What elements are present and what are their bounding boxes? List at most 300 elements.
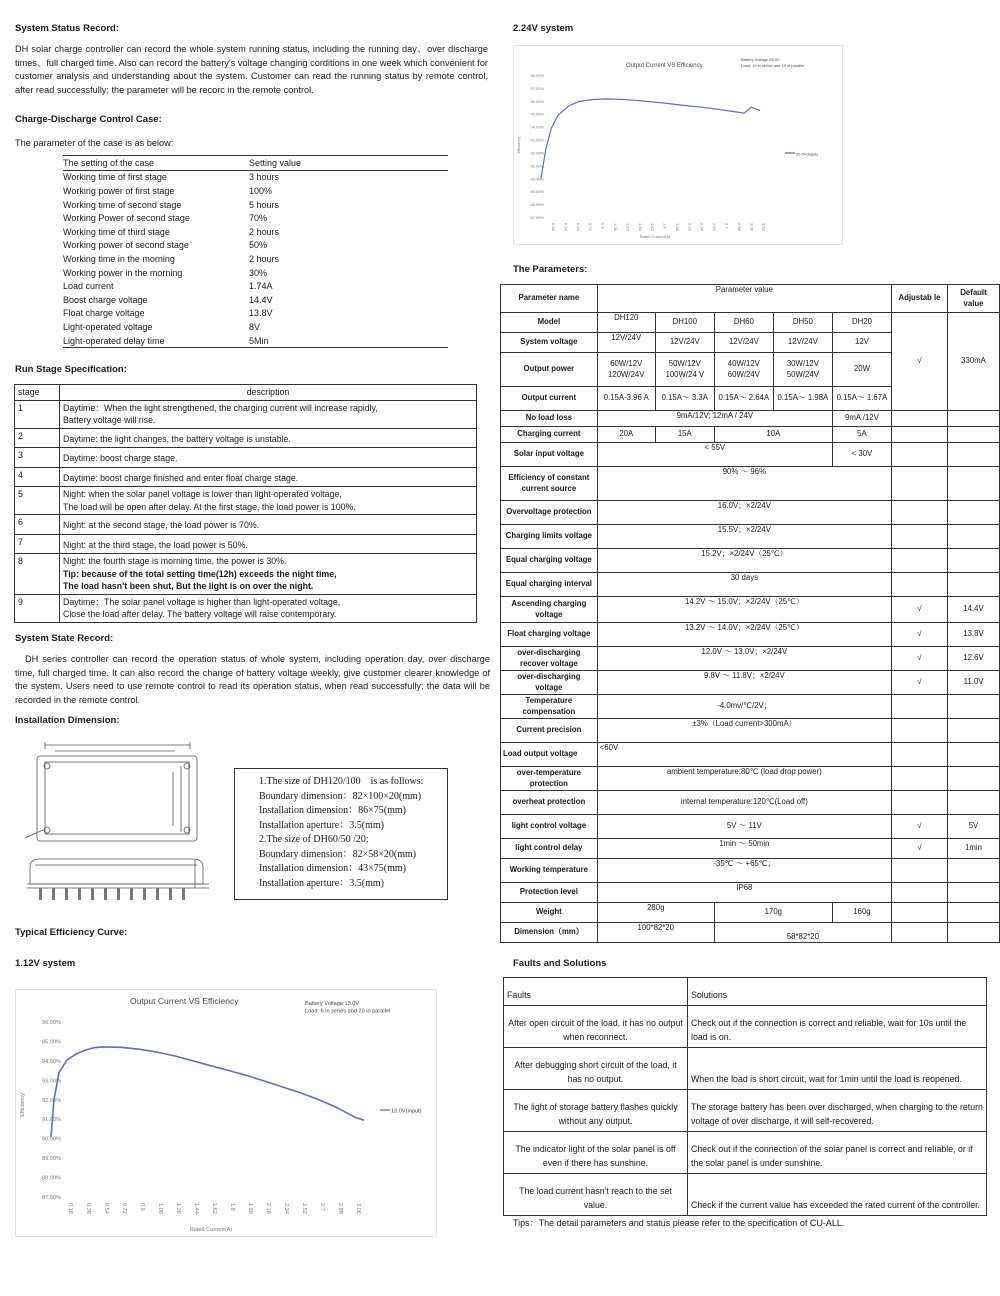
adjustable-check: √ (891, 839, 947, 859)
case-row (63, 279, 448, 293)
status-record-text: DH solar charge controller can record the whole system running status, including the running day、over discharge times、full charged time. Also can record the battery's voltage changing corditions in one week which convenient for customer analysis and understanding about the system. Customer can read the running status by remote control, after read successfully; the parameter will be recorc in the remote control. (15, 44, 488, 95)
empty-cell (947, 467, 999, 501)
empty-cell (947, 767, 999, 791)
params-table (500, 284, 1000, 943)
x-tick-label: 0.18 (551, 223, 556, 231)
param-cell: 9.8V ～ 11.8V；×2/24V (597, 671, 891, 695)
x-tick-label: 0.36 (85, 1203, 91, 1214)
stage-row (15, 594, 477, 622)
stage-line: Daytime：When the light strengthened, the charging current will increase rapidly, (63, 402, 378, 413)
case-row (63, 239, 448, 253)
x-tick-label: 0.9 (600, 223, 606, 229)
install-line: Boundary dimension：82×100×20(mm) (259, 790, 422, 802)
fault-row (504, 1174, 987, 1216)
empty-cell (891, 923, 947, 943)
install-line: 1.The size of DH120/100 is as follows: (259, 776, 424, 787)
empty-cell (891, 859, 947, 883)
param-label: overheat protection (501, 791, 598, 815)
stage-description (60, 428, 477, 448)
param-cell: 9mA/12V; 12mA / 24V (597, 411, 832, 427)
stage-row (15, 448, 477, 468)
solution-text: Check out if the connection of the solar panel is correct and reliable, or if the solar panel is under sunshine. (688, 1132, 987, 1174)
param-cell: 16.0V；×2/24V (597, 501, 891, 525)
sys12-label: 1.12V system (15, 958, 76, 969)
empty-cell (891, 549, 947, 573)
y-tick-label: 96.00% (42, 1020, 61, 1026)
param-label: Protection level (501, 883, 598, 903)
param-cell: 5A (832, 427, 891, 443)
legend-label: 13.0V(input) (391, 1108, 422, 1115)
adjustable-check: √ (891, 623, 947, 647)
x-tick-label: 1.98 (247, 1203, 253, 1214)
case-cell: Light-operated voltage (63, 321, 153, 332)
empty-cell (891, 767, 947, 791)
x-tick-label: 3.06 (355, 1203, 361, 1214)
install-line: Installation dimension：43×75(mm) (259, 863, 407, 874)
empty-cell (947, 443, 999, 467)
param-cell: 0.15A～ 2.64A (714, 387, 773, 411)
stage-table-wrap (14, 384, 477, 623)
fault-text: The light of storage battery flashes quickly without any output. (504, 1090, 688, 1132)
stage-row (15, 467, 477, 487)
param-cell: 0.15A～ 1.67A (832, 387, 891, 411)
param-cell: 0.15A-3.96 A (597, 387, 655, 411)
x-tick-label: 2.16 (265, 1203, 271, 1214)
case-cell: Setting value (249, 157, 302, 168)
y-tick-label: 91.00% (530, 163, 544, 169)
y-tick-label: 93.00% (42, 1078, 61, 1085)
install-line: Installation aperture：3.5(mm) (259, 819, 384, 831)
param-cell: 60W/12V 120W/24V (597, 353, 655, 387)
install-heading: Installation Dimension: (15, 715, 120, 726)
solution-text: The storage battery has been over discharged, when charging to the return voltage of over discharge, it will self-recovered. (688, 1090, 987, 1132)
solution-text: Check if the current value has exceeded the rated current of the controller. (688, 1174, 987, 1216)
param-cell: 30W/12V 50W/24V (773, 353, 832, 387)
empty-cell (947, 501, 999, 525)
empty-cell (891, 467, 947, 501)
param-label: Solar input voltage (501, 443, 598, 467)
adjustable-check: √ (891, 647, 947, 671)
default-value: 14.4V (947, 597, 999, 623)
case-cell: Working time of third stage (63, 226, 170, 237)
default-value: 12.6V (947, 647, 999, 671)
solution-text: Check out if the connection is correct and reliable, wait for 10s until the load is on. (688, 1006, 987, 1048)
param-cell: 14.2V ～ 15.0V；×2/24V（25℃） (597, 597, 891, 623)
empty-cell (891, 573, 947, 597)
chart-title: Output Current VS Efficiency (626, 63, 703, 69)
x-tick-label: 2.52 (301, 1203, 307, 1214)
stage-line: Daytime：The solar panel voltage is higher than light-operated voltage, (63, 596, 341, 607)
x-tick-label: 2.7 (319, 1203, 325, 1211)
case-table-wrap (63, 155, 448, 348)
params-heading: The Parameters: (513, 264, 588, 275)
faults-tip: Tips：The detail parameters and status please refer to the specification of CU-ALL. (513, 1218, 845, 1228)
param-cell: 5V ～ 11V (597, 815, 891, 839)
param-cell: 20A (597, 427, 655, 443)
param-label: over-discharging voltage (501, 671, 598, 695)
empty-cell (947, 549, 999, 573)
param-cell: 15.5V；×2/24V (597, 525, 891, 549)
param-cell: -35℃ ～ +65℃； (597, 859, 891, 883)
param-cell: 0.15A～ 3.3A (655, 387, 714, 411)
fault-text: The load current hasn't reach to the set value. (504, 1174, 688, 1216)
y-tick-label: 90.00% (530, 176, 544, 182)
x-tick-label: 1.44 (193, 1203, 199, 1214)
case-cell: 3 hours (249, 172, 280, 183)
case-cell: Light-operated delay time (63, 335, 165, 346)
legend-label: 26.0V(input) (796, 151, 818, 157)
param-label: Dimension（mm） (501, 923, 598, 943)
x-axis-label: Rated Current(A) (639, 234, 671, 239)
y-tick-label: 88.00% (42, 1175, 61, 1182)
x-tick-label: 0.18 (67, 1203, 73, 1214)
x-tick-label: 1.62 (211, 1203, 217, 1214)
param-label: Charging limits voltage (501, 525, 598, 549)
case-cell: 30% (249, 267, 268, 278)
x-tick-label: 0.36 (563, 223, 569, 231)
case-cell: 100% (249, 185, 273, 196)
param-label: Output current (501, 387, 598, 411)
stage-description (60, 400, 477, 428)
case-row (63, 334, 448, 348)
x-tick-label: 2.52 (712, 223, 718, 231)
case-row (63, 225, 448, 239)
y-tick-label: 92.00% (42, 1097, 61, 1104)
stage-line: Daytime: boost charge finished and enter float charge stage. (63, 472, 299, 483)
x-tick-label: 1.8 (229, 1203, 235, 1211)
case-row (63, 156, 448, 170)
y-tick-label: 87.00% (530, 215, 544, 220)
faults-col-header: Faults (504, 978, 688, 1006)
param-cell: 20W (832, 353, 891, 387)
stage-table (14, 384, 477, 623)
description-col-header: description (60, 385, 477, 401)
efficiency-chart-24v (513, 45, 843, 245)
x-tick-label: 1.8 (662, 223, 668, 229)
param-label: Overvoltage protection (501, 501, 598, 525)
param-cell: 280g (597, 903, 714, 923)
x-tick-label: 2.34 (283, 1203, 289, 1214)
stage-row (15, 400, 477, 428)
case-cell: Working power in the morning (63, 267, 183, 278)
empty-cell (891, 743, 947, 767)
param-cell: 1min ～ 50min (597, 839, 891, 859)
param-label: light control voltage (501, 815, 598, 839)
y-axis-label: Efficiency (516, 136, 521, 154)
x-tick-label: 1.26 (625, 223, 631, 231)
stage-line: Close the load after delay. The battery voltage will raise contemporary. (63, 609, 337, 619)
chart-frame (16, 990, 437, 1237)
case-table (63, 156, 448, 347)
stage-line: The load hasn't been shut, But the light is on over the night. (63, 581, 314, 591)
param-cell: internal temperature:120℃(Load off) (597, 791, 891, 815)
param-label: Model (501, 313, 598, 333)
param-label: No load loss (501, 411, 598, 427)
x-tick-label: 1.44 (637, 223, 643, 231)
adjustable-check: √ (891, 671, 947, 695)
y-tick-label: 87.00% (42, 1195, 61, 1201)
empty-cell (891, 719, 947, 743)
param-cell: 12V/24V (597, 333, 655, 353)
empty-cell (947, 791, 999, 815)
chart-subtitle: Load: 10 in series and 10 in parallel (741, 63, 805, 68)
param-label: System voltage (501, 333, 598, 353)
chart-title: Output Current VS Efficiency (130, 996, 239, 1006)
stage-number: 7 (15, 534, 60, 554)
solution-text: When the load is short circuit, wait for 1min until the load is reopened. (688, 1048, 987, 1090)
stage-number: 2 (15, 428, 60, 448)
y-tick-label: 94.00% (530, 124, 544, 130)
param-label: Charging current (501, 427, 598, 443)
empty-cell (947, 695, 999, 719)
case-cell: 2 hours (249, 226, 280, 237)
case-cell: 14.4V (249, 294, 273, 305)
param-label: Temperature compensation (501, 695, 598, 719)
case-cell: 8V (249, 321, 261, 332)
param-cell: 50W/12V 100W/24 V (655, 353, 714, 387)
param-cell: DH50 (773, 313, 832, 333)
efficiency-chart-12v (15, 989, 437, 1237)
x-tick-label: 1.08 (612, 223, 618, 231)
stage-line: Battery voltage will rise. (63, 415, 156, 425)
case-cell: 13.8V (249, 308, 273, 319)
stage-line: Daytime: boost charge stage. (63, 453, 178, 463)
param-cell: 170g (714, 903, 832, 923)
stage-row (15, 515, 477, 535)
case-cell: Float charge voltage (63, 308, 145, 319)
x-axis-label: Rated Current(A) (189, 1227, 233, 1233)
install-line: 2.The size of DH60/50 /20: (259, 834, 369, 845)
case-cell: 5 hours (249, 199, 280, 210)
stage-number: 3 (15, 448, 60, 468)
empty-cell (947, 427, 999, 443)
case-row (63, 293, 448, 307)
case-row (63, 198, 448, 212)
x-tick-label: 1.62 (650, 223, 656, 231)
y-tick-label: 88.00% (530, 202, 544, 208)
param-name-header: Parameter name (501, 285, 598, 313)
x-tick-label: 2.7 (724, 223, 730, 229)
faults-table-wrap (503, 977, 987, 1216)
adjustable-check: √ (891, 313, 947, 411)
y-tick-label: 89.00% (530, 189, 544, 195)
stage-row (15, 534, 477, 554)
empty-cell (947, 923, 999, 943)
fault-text: After debugging short circuit of the load, it has no output. (504, 1048, 688, 1090)
empty-cell (891, 883, 947, 903)
adjustable-header: Adjustab le (891, 285, 947, 313)
y-axis-label: Efficiency (20, 1093, 26, 1117)
x-tick-label: 3.06 (749, 223, 755, 231)
param-label: Float charging voltage (501, 623, 598, 647)
case-cell: 1.74A (249, 281, 273, 292)
stage-line: Night: when the solar panel voltage is lower than light-operated voltage, (63, 489, 342, 499)
case-cell: Working time of first stage (63, 172, 167, 183)
param-label: Load output voltage (501, 743, 598, 767)
y-tick-label: 93.00% (530, 137, 544, 143)
case-cell: 70% (249, 213, 268, 224)
case-cell: Working time of second stage (63, 199, 182, 210)
stage-number: 1 (15, 400, 60, 428)
status-record-heading: System Status Record: (15, 23, 120, 34)
default-value: 5V (947, 815, 999, 839)
stage-line: Night: at the second stage, the load power is 70%. (63, 520, 260, 530)
x-tick-label: 2.16 (687, 223, 693, 231)
param-cell: 12.0V ～ 13.0V；×2/24V (597, 647, 891, 671)
y-tick-label: 98.00% (530, 73, 544, 78)
empty-cell (891, 427, 947, 443)
state-record-text: DH series controller can record the operation status of whole system, including operation day, over discharge time, full charged time. It can also record the change of battery voltage weekly, give customer clearer knowledge of the system. Users need to use remote control to read its operation status, when read successfully; the data will be recorded in the remote control. (15, 654, 490, 705)
empty-cell (947, 743, 999, 767)
x-tick-label: 3.23 (761, 223, 766, 231)
empty-cell (947, 903, 999, 923)
empty-cell (891, 791, 947, 815)
fault-row (504, 1090, 987, 1132)
case-row (63, 252, 448, 266)
param-label: Working temperature (501, 859, 598, 883)
param-label: Equal charging interval (501, 573, 598, 597)
param-cell: DH20 (832, 313, 891, 333)
case-row (63, 320, 448, 334)
stage-description (60, 515, 477, 535)
case-cell: Working Power of second stage (63, 213, 190, 224)
stage-description (60, 448, 477, 468)
param-cell: IP68 (597, 883, 891, 903)
empty-cell (891, 525, 947, 549)
stage-description (60, 487, 477, 515)
stage-number: 4 (15, 467, 60, 487)
case-cell: Load current (63, 281, 114, 292)
y-tick-label: 95.00% (530, 111, 544, 117)
param-label: over-temperature protection (501, 767, 598, 791)
param-label: Equal charging voltage (501, 549, 598, 573)
param-cell: < 30V (832, 443, 891, 467)
y-tick-label: 97.00% (530, 85, 544, 91)
x-tick-label: 0.54 (103, 1203, 109, 1214)
empty-cell (947, 883, 999, 903)
x-tick-label: 1.08 (157, 1203, 163, 1214)
param-cell: ambient temperature:80℃ (load drop power) (597, 767, 891, 791)
efficiency-heading: Typical Efficiency Curve: (15, 927, 128, 938)
chart-frame (514, 46, 843, 245)
param-cell: 40W/12V 60W/24V (714, 353, 773, 387)
default-value: 13.8V (947, 623, 999, 647)
chart-subtitle: Battery Voltage:26.0V (741, 57, 780, 62)
sys24-label: 2.24V system (513, 23, 574, 34)
param-label: Ascending charging voltage (501, 597, 598, 623)
install-line: Boundary dimension：82×58×20(mm) (259, 848, 417, 860)
run-stage-heading: Run Stage Specification: (15, 364, 127, 375)
faults-heading: Faults and Solutions (513, 958, 607, 969)
x-tick-label: 0.54 (575, 223, 581, 231)
param-cell: 160g (832, 903, 891, 923)
case-cell: Boost charge voltage (63, 294, 148, 305)
param-label: Output power (501, 353, 598, 387)
param-cell: ±3%（Load current>300mA） (597, 719, 891, 743)
case-cell: Working time in the morning (63, 253, 175, 264)
stage-line: Night: the fourth stage is morning time, the power is 30%. (63, 556, 287, 566)
param-cell: 9mA /12V (832, 411, 891, 427)
default-value: 11.0V (947, 671, 999, 695)
param-cell: 12V/24V (655, 333, 714, 353)
fault-row (504, 1132, 987, 1174)
stage-number: 9 (15, 594, 60, 622)
param-cell: 30 days (597, 573, 891, 597)
installation-drawing (25, 742, 210, 917)
stage-row (15, 487, 477, 515)
y-tick-label: 95.00% (42, 1039, 61, 1046)
param-cell: 0.15A～ 1.98A (773, 387, 832, 411)
x-tick-label: 1.26 (175, 1203, 181, 1214)
adjustable-check: √ (891, 815, 947, 839)
stage-line: Tip: because of the total setting time(12h) exceeds the night time, (63, 568, 337, 579)
y-tick-label: 94.00% (42, 1058, 61, 1065)
chart-subtitle: Load: 6 in series and 20 in parallel (305, 1008, 391, 1015)
solutions-col-header: Solutions (688, 978, 987, 1006)
empty-cell (891, 411, 947, 427)
stage-row (15, 428, 477, 448)
fault-text: The indicator light of the solar panel is off even if there has sunshine. (504, 1132, 688, 1174)
param-cell: DH60 (714, 313, 773, 333)
empty-cell (947, 411, 999, 427)
case-cell: 2 hours (249, 253, 280, 264)
param-cell: 13.2V ～ 14.0V；×2/24V（25℃） (597, 623, 891, 647)
empty-cell (947, 573, 999, 597)
param-cell: DH100 (655, 313, 714, 333)
stage-number: 8 (15, 554, 60, 595)
x-tick-label: 0.72 (588, 223, 594, 231)
case-row (63, 307, 448, 321)
params-table-wrap (500, 284, 1000, 943)
stage-col-header: stage (15, 385, 60, 401)
stage-line: Night: at the third stage, the load power is 50%. (63, 539, 248, 550)
param-cell: 12V/24V (714, 333, 773, 353)
param-label: Weight (501, 903, 598, 923)
empty-cell (947, 525, 999, 549)
case-cell: The setting of the case (63, 157, 155, 168)
case-cell: Working power of second stage (63, 240, 189, 251)
fault-row (504, 1006, 987, 1048)
param-cell: 90% ～ 96% (597, 467, 891, 501)
case-row (63, 170, 448, 184)
case-row (63, 211, 448, 225)
stage-number: 6 (15, 515, 60, 535)
case-row (63, 184, 448, 198)
default-value: 330mA (947, 313, 999, 411)
case-row (63, 266, 448, 280)
case-cell: 50% (249, 240, 268, 251)
install-dimension-box (234, 768, 448, 900)
default-value: 1min (947, 839, 999, 859)
stage-row (15, 554, 477, 595)
param-label: over-discharging recover voltage (501, 647, 598, 671)
empty-cell (891, 903, 947, 923)
x-tick-label: 2.88 (736, 223, 742, 231)
empty-cell (891, 695, 947, 719)
x-tick-label: 2.34 (699, 223, 705, 231)
charge-case-heading: Charge-Discharge Control Case: (15, 114, 162, 125)
x-tick-label: 1.98 (674, 223, 680, 231)
stage-description (60, 594, 477, 622)
param-cell: 12V (832, 333, 891, 353)
empty-cell (947, 859, 999, 883)
adjustable-check: √ (891, 597, 947, 623)
case-cell: Working power of first stage (63, 185, 175, 196)
case-cell: 5Min (249, 335, 269, 346)
install-line: Installation dimension：86×75(mm) (259, 805, 407, 816)
empty-cell (891, 443, 947, 467)
state-record-heading: System State Record: (15, 633, 114, 644)
